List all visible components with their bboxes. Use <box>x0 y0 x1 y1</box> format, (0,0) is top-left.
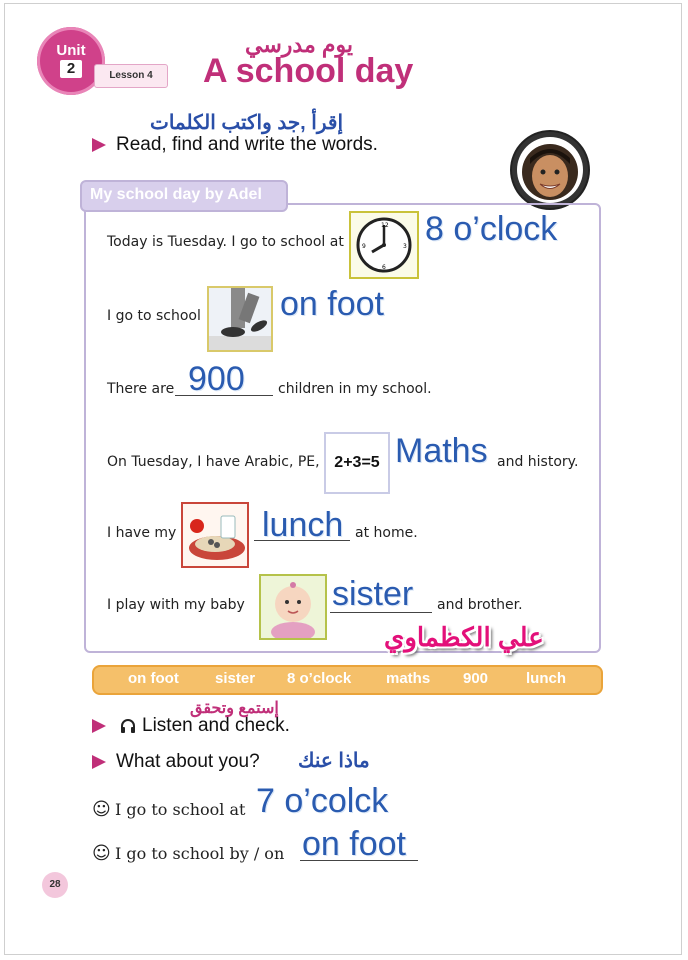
clock-numeral-12: 12 <box>381 222 389 229</box>
word-bank-item: 8 o’clock <box>287 670 352 687</box>
play-triangle-icon <box>92 719 106 733</box>
story-line-5-end: at home. <box>355 525 418 541</box>
clock-picture <box>349 211 419 279</box>
play-triangle-icon <box>92 138 106 152</box>
instruction-listen: Listen and check. <box>142 715 290 736</box>
clock-numeral-3: 3 <box>403 243 407 250</box>
unit-number: 2 <box>60 60 82 78</box>
story-line-6: I play with my baby <box>107 597 245 613</box>
baby-icon <box>261 576 325 638</box>
baby-picture <box>259 574 327 640</box>
page-title: A school day <box>203 52 414 90</box>
story-line-5: I have my <box>107 525 177 541</box>
answer-2: on foot <box>280 285 384 323</box>
answer-3: 900 <box>188 360 245 398</box>
unit-label: Unit <box>56 42 86 59</box>
story-line-3-end: children in my school. <box>278 381 432 397</box>
smiley-icon: ☺ <box>92 799 111 820</box>
about-you-line-1: I go to school at <box>115 800 246 819</box>
story-line-2: I go to school <box>107 308 201 324</box>
walking-feet-picture <box>207 286 273 352</box>
story-line-4-end: and history. <box>497 454 579 470</box>
story-line-3: There are <box>107 381 175 397</box>
arabic-title: يوم مدرسي <box>245 32 353 57</box>
word-bank-item: 900 <box>463 670 489 687</box>
answer-5: lunch <box>262 506 344 544</box>
instruction-read: Read, find and write the words. <box>116 134 378 155</box>
clock-icon <box>351 213 417 277</box>
instruction-about-you: What about you? <box>116 751 260 772</box>
answer-6: sister <box>332 575 414 613</box>
story-line-4: On Tuesday, I have Arabic, PE, <box>107 454 320 470</box>
adel-avatar <box>510 130 590 210</box>
smiley-icon: ☺ <box>92 843 111 864</box>
boy-face-icon <box>510 130 590 210</box>
about-you-line-2: I go to school by / on <box>115 844 285 863</box>
clock-numeral-6: 6 <box>382 264 386 271</box>
arabic-instruction-listen: إستمع وتحقق <box>190 700 279 717</box>
word-bank-item: sister <box>215 670 256 687</box>
clock-numeral-9: 9 <box>362 243 366 250</box>
story-line-6-end: and brother. <box>437 597 523 613</box>
word-bank-item: on foot <box>128 670 179 687</box>
story-title: My school day by Adel <box>90 186 262 203</box>
lunch-tray-icon <box>183 504 247 566</box>
feet-icon <box>209 288 271 350</box>
lunch-picture <box>181 502 249 568</box>
word-bank-item: lunch <box>526 670 566 687</box>
author-watermark: علي الكظماوي <box>384 622 544 652</box>
answer-4: Maths <box>395 432 488 470</box>
arabic-instruction-read: إقرأ ,جد واكتب الكلمات <box>150 112 344 134</box>
story-line-1: Today is Tuesday. I go to school at <box>107 234 344 250</box>
math-picture: 2+3=5 <box>324 432 390 494</box>
about-you-answer-1: 7 o’colck <box>256 782 389 820</box>
lesson-label: Lesson 4 <box>94 64 168 88</box>
answer-1: 8 o’clock <box>425 210 558 248</box>
headphones-icon <box>120 718 136 734</box>
about-you-answer-2: on foot <box>302 825 406 863</box>
word-bank-item: maths <box>386 670 431 687</box>
arabic-instruction-about-you: ماذا عنك <box>298 750 370 772</box>
page-number: 28 <box>42 872 68 898</box>
play-triangle-icon <box>92 755 106 769</box>
